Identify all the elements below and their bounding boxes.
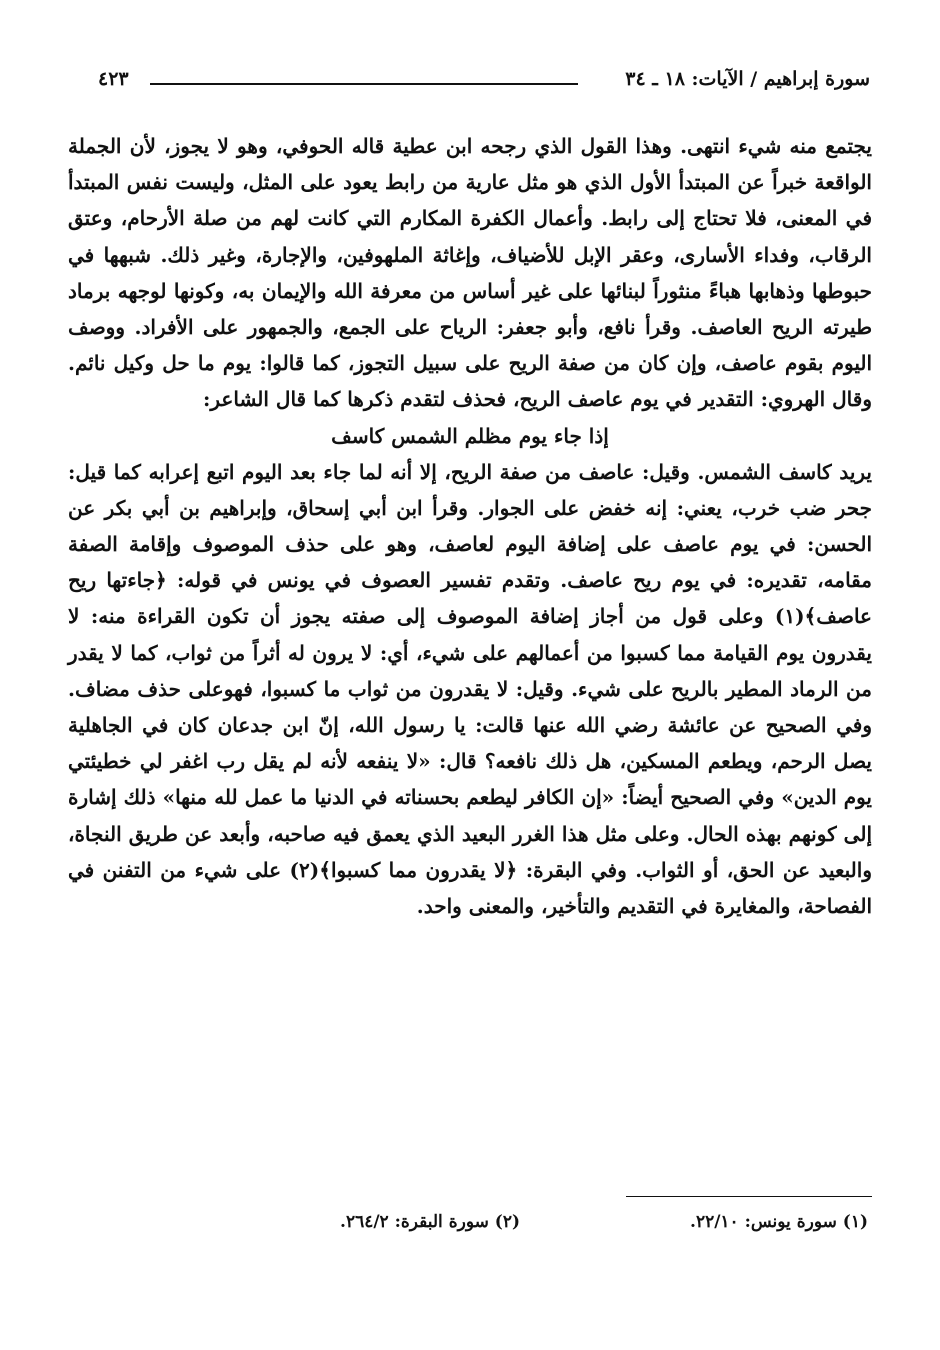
paragraph-2: يريد كاسف الشمس. وقيل: عاصف من صفة الريح، إلا أنه لما جاء بعد اليوم اتبع إعرابه كما قيل: جحر ضب خرب، يعني: إنه خفض على الجوار. وقرأ ابن أبي إسحاق، وإبراهيم بن أبي بكر عن الحسن: في يوم عاصف على إضافة اليوم لعاصف، وهو على حذف الموصوف وإقامة الصفة مقامه، تقديره: في يوم ريح عاصف. وتقدم تفسير العصوف في يونس في قوله: ﴿جاءتها ريح عاصف﴾(١) وعلى قول من أجاز إضافة الموصوف إلى صفته يجوز أن تكون القراءة منه: لا يقدرون يوم القيامة مما كسبوا من أعمالهم على شيء، أي: لا يرون له أثراً من ثواب، كما لا يقدر من الرماد المطير بالريح على شيء. وقيل: لا يقدرون من ثواب ما كسبوا، فهوعلى حذف مضاف. وفي الصحيح عن عائشة رضي الله عنها قالت: يا رسول الله، إنّ ابن جدعان كان في الجاهلية يصل الرحم، ويطعم المسكين، هل ذلك نافعه؟ قال: «لا ينفعه لأنه لم يقل رب اغفر لي خطيئتي يوم الدين» وفي الصحيح أيضاً: «إن الكافر ليطعم بحسناته في الدنيا ما عمل لله منها» ذلك إشارة إلى كونهم بهذه الحال. وعلى مثل هذا الغرر البعيد الذي يعمق فيه صاحبه، وأبعد عن طريق النجاة، والبعيد عن الحق، أو الثواب. وفي البقرة: ﴿لا يقدرون مما كسبوا﴾(٢) على شيء من التفنن في الفصاحة، والمغايرة في التقديم والتأخير، والمعنى واحد. [68, 459, 872, 919]
header-title: سورة إبراهيم / الآيات: ١٨ ـ ٣٤ [625, 68, 870, 90]
header-rule [150, 83, 578, 85]
poetry-verse: إذا جاء يوم مظلم الشمس كاسف [331, 423, 609, 448]
main-text [68, 128, 872, 924]
running-header [98, 62, 870, 96]
page-number: ٤٢٣ [98, 68, 129, 90]
footnote-rule [626, 1196, 872, 1197]
footnote-2: (٢) سورة البقرة: ٢٦٤/٢. [340, 1212, 520, 1232]
paragraph-1: يجتمع منه شيء انتهى. وهذا القول الذي رجحه ابن عطية قاله الحوفي، وهو لا يجوز، لأن الجملة الواقعة خبراً عن المبتدأ الأول الذي هو مثل عارية من رابط يعود على المثل، وليست نفس المبتدأ في المعنى، فلا تحتاج إلى رابط. وأعمال الكفرة المكارم التي كانت لهم من صلة الأرحام، وعتق الرقاب، وفداء الأسارى، وعقر الإبل للأضياف، وإغاثة الملهوفين، والإجارة، وغير ذلك. شبهها في حبوطها وذهابها هباءً منثوراً لبنائها على غير أساس من معرفة الله والإيمان به، وكونها لوجهه برماد طيرته الريح العاصف. وقرأ نافع، وأبو جعفر: الرياح على الجمع، والجمهور على الأفراد. ووصف اليوم بقوم عاصف، وإن كان من صفة الريح على سبيل التجوز، كما قالوا: يوم ما حل وكيل نائم. وقال الهروي: التقدير في يوم عاصف الريح، فحذف لتقدم ذكرها كما قال الشاعر: [68, 134, 873, 412]
footnotes [308, 1212, 868, 1242]
footnote-1: (١) سورة يونس: ٢٢/١٠. [690, 1212, 868, 1232]
